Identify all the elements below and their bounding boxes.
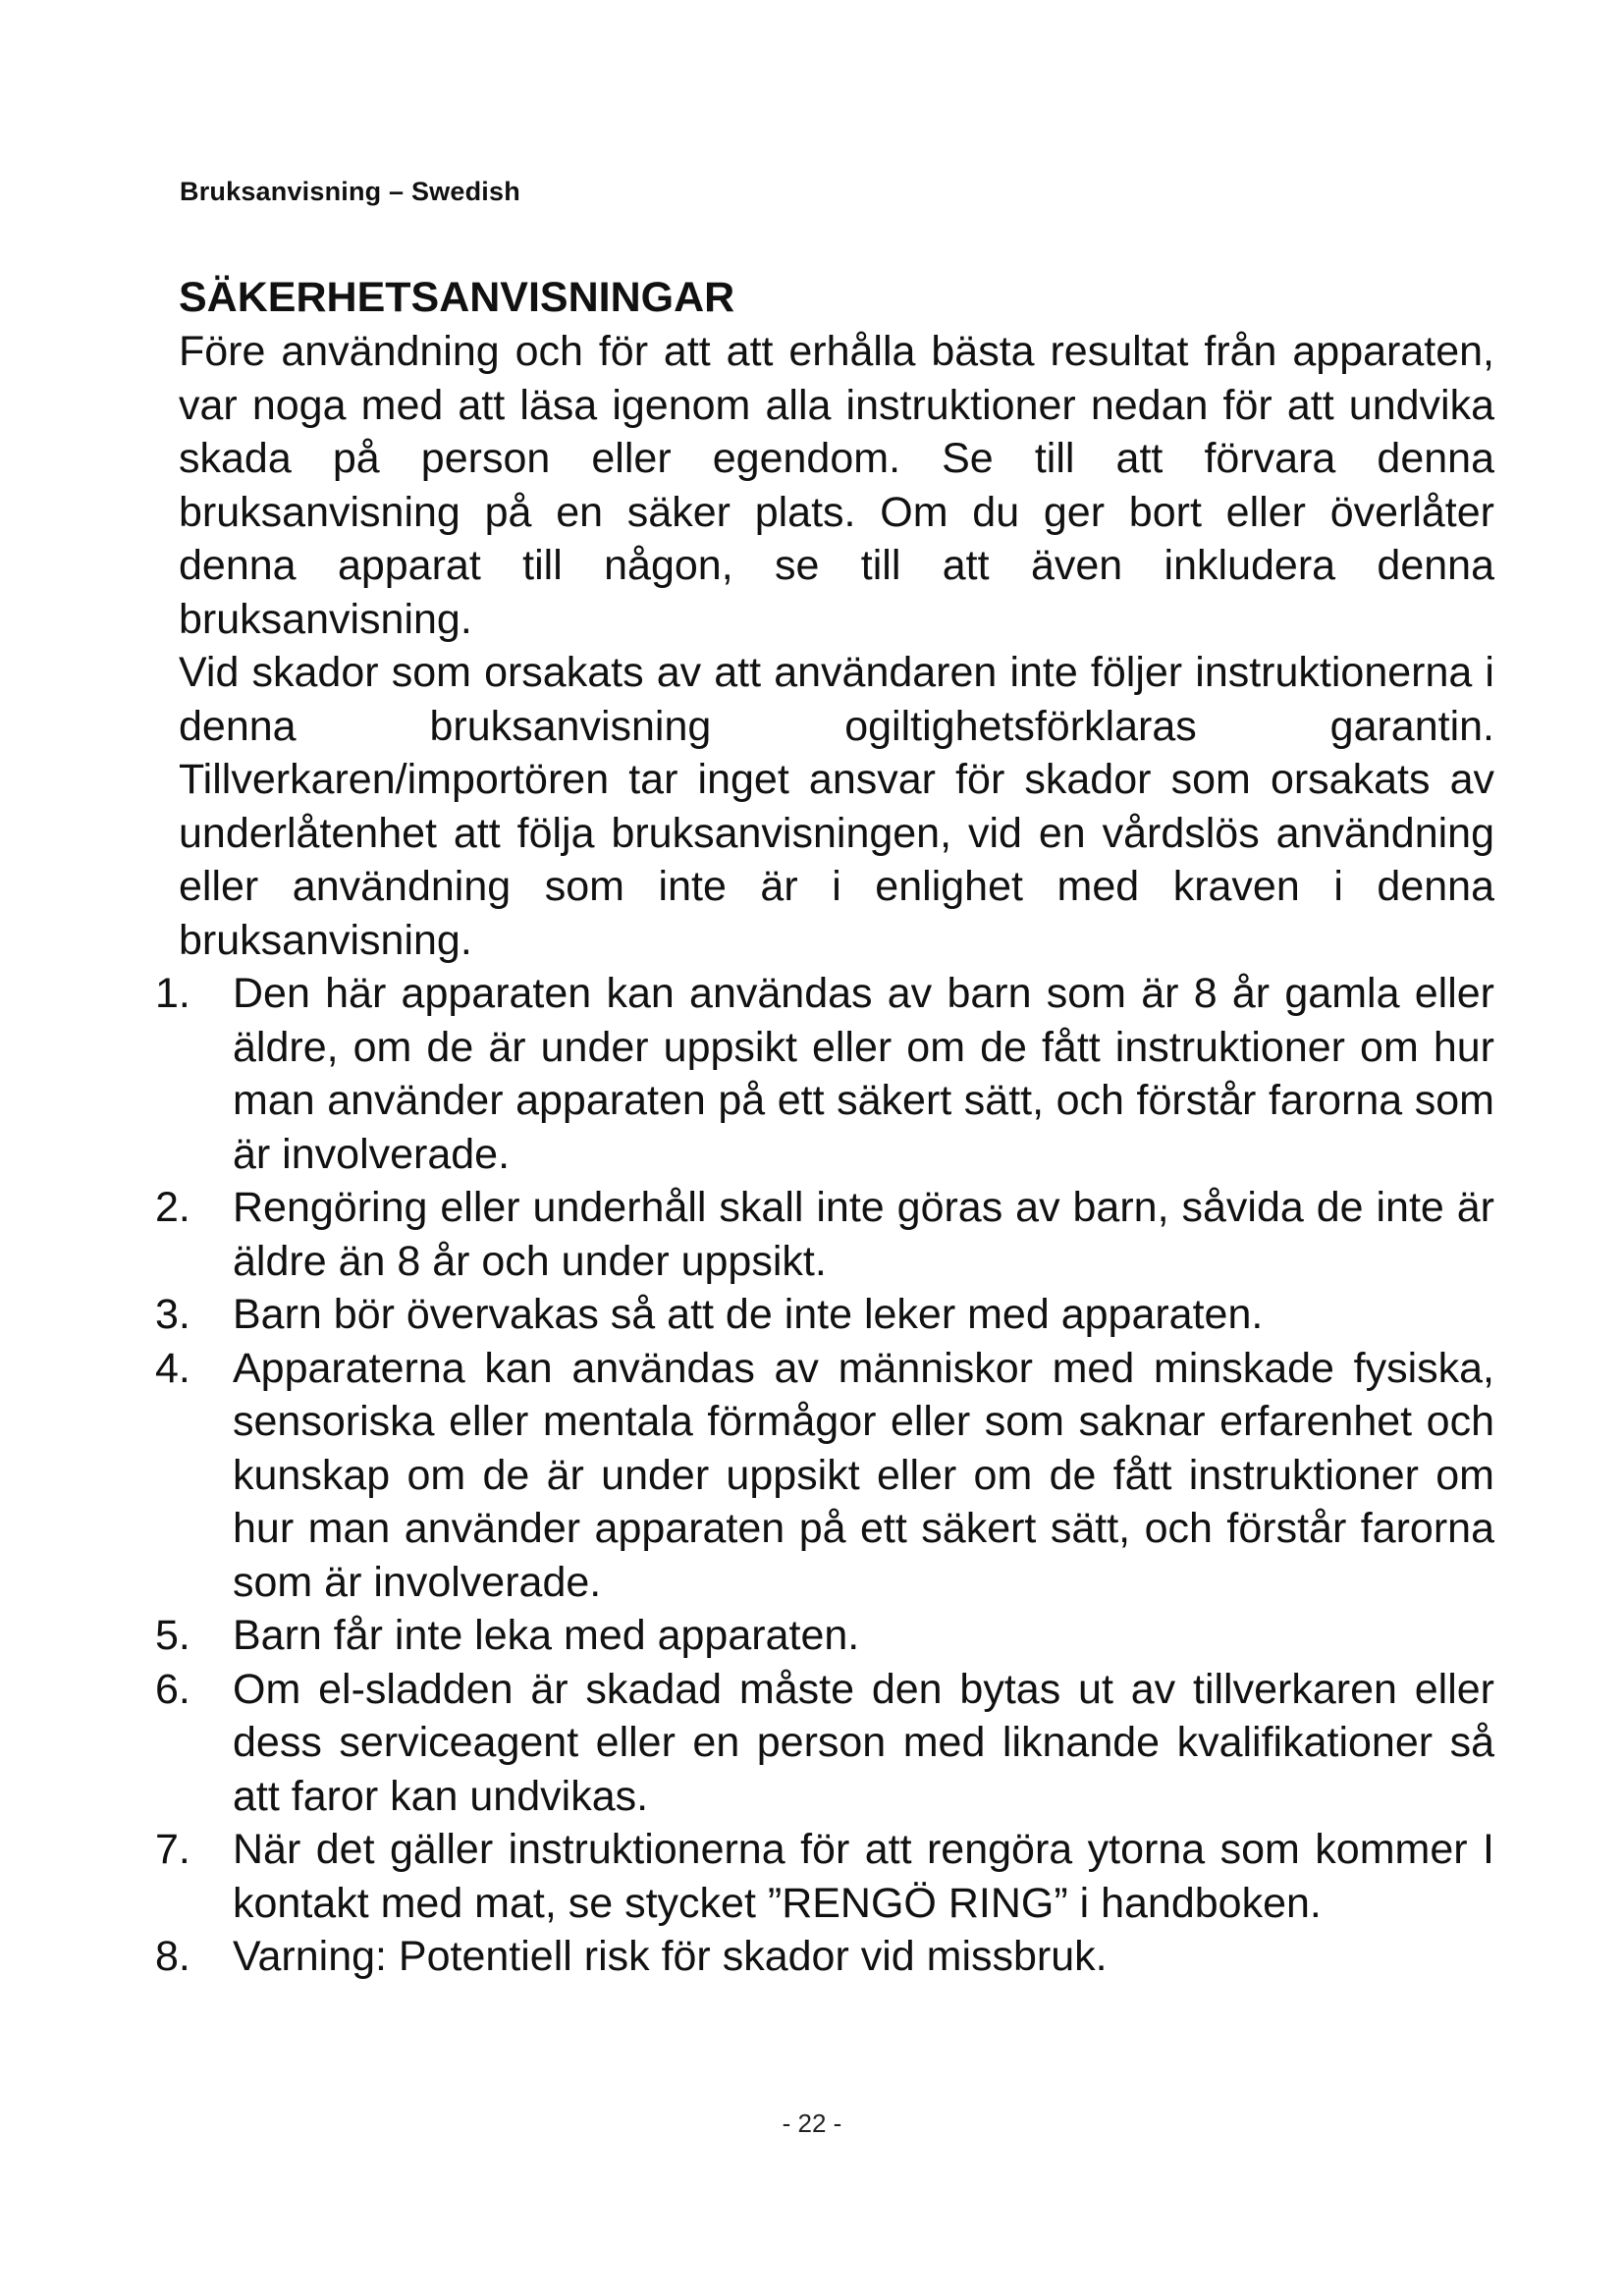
safety-section <box>155 270 1494 1984</box>
warranty-paragraph: Vid skador som orsakats av att användaren inte följer instruktionerna i denna bruksanvisning ogiltighetsförklaras garantin. Tillverkaren/importören tar inget ansvar för skador som orsakats av underlåtenhet att följa bruksanvisningen, vid en vårdslös användning eller användning som inte är i enlighet med kraven i denna bruksanvisning. <box>179 649 1494 964</box>
list-item <box>155 1823 1494 1930</box>
list-number: 6. <box>155 1665 190 1713</box>
list-item <box>155 1930 1494 1984</box>
page-number: - 22 - <box>782 2109 842 2138</box>
list-text: Barn får inte leka med apparaten. <box>233 1612 860 1659</box>
section-title: SÄKERHETSANVISNINGAR <box>179 274 735 321</box>
intro-paragraph: Före användning och för att att erhålla bästa resultat från apparaten, var noga med att läsa igenom alla instruktioner nedan för att undvika skada på person eller egendom. Se till att förvara denna bruksanvisning på en säker plats. Om du ger bort eller överlåter denna apparat till någon, se till att även inkludera denna bruksanvisning. <box>179 328 1494 643</box>
list-item <box>155 1181 1494 1288</box>
list-number: 8. <box>155 1933 190 1980</box>
list-text: Om el-sladden är skadad måste den bytas ut av tillverkaren eller dess serviceagent eller en person med liknande kvalifikationer så att faror kan undvikas. <box>233 1665 1494 1820</box>
list-item <box>155 967 1494 1181</box>
list-text: När det gäller instruktionerna för att rengöra ytorna som kommer I kontakt med mat, se stycket ”RENGÖ RING” i handboken. <box>233 1826 1494 1927</box>
list-item <box>155 1342 1494 1610</box>
list-item <box>155 1288 1494 1342</box>
list-item <box>155 1663 1494 1824</box>
safety-list <box>155 967 1494 1984</box>
list-text: Rengöring eller underhåll skall inte göras av barn, såvida de inte är äldre än 8 år och under uppsikt. <box>233 1184 1494 1285</box>
list-number: 4. <box>155 1344 190 1392</box>
list-number: 3. <box>155 1291 190 1338</box>
list-number: 5. <box>155 1612 190 1659</box>
list-text: Apparaterna kan användas av människor med minskade fysiska, sensoriska eller mentala förmågor eller som saknar erfarenhet och kunskap om de är under uppsikt eller om de fått instruktioner om hur man använder apparaten på ett säkert sätt, och förstår farorna som är involverade. <box>233 1344 1494 1606</box>
list-text: Den här apparaten kan användas av barn som är 8 år gamla eller äldre, om de är under uppsikt eller om de fått instruktioner om hur man använder apparaten på ett säkert sätt, och förstår farorna som är involverade. <box>233 970 1494 1178</box>
list-number: 2. <box>155 1184 190 1231</box>
list-number: 1. <box>155 970 190 1017</box>
document-header: Bruksanvisning – Swedish <box>180 177 520 206</box>
list-item <box>155 1609 1494 1663</box>
list-text: Barn bör övervakas så att de inte leker med apparaten. <box>233 1291 1264 1338</box>
list-number: 7. <box>155 1826 190 1873</box>
list-text: Varning: Potentiell risk för skador vid missbruk. <box>233 1933 1108 1980</box>
